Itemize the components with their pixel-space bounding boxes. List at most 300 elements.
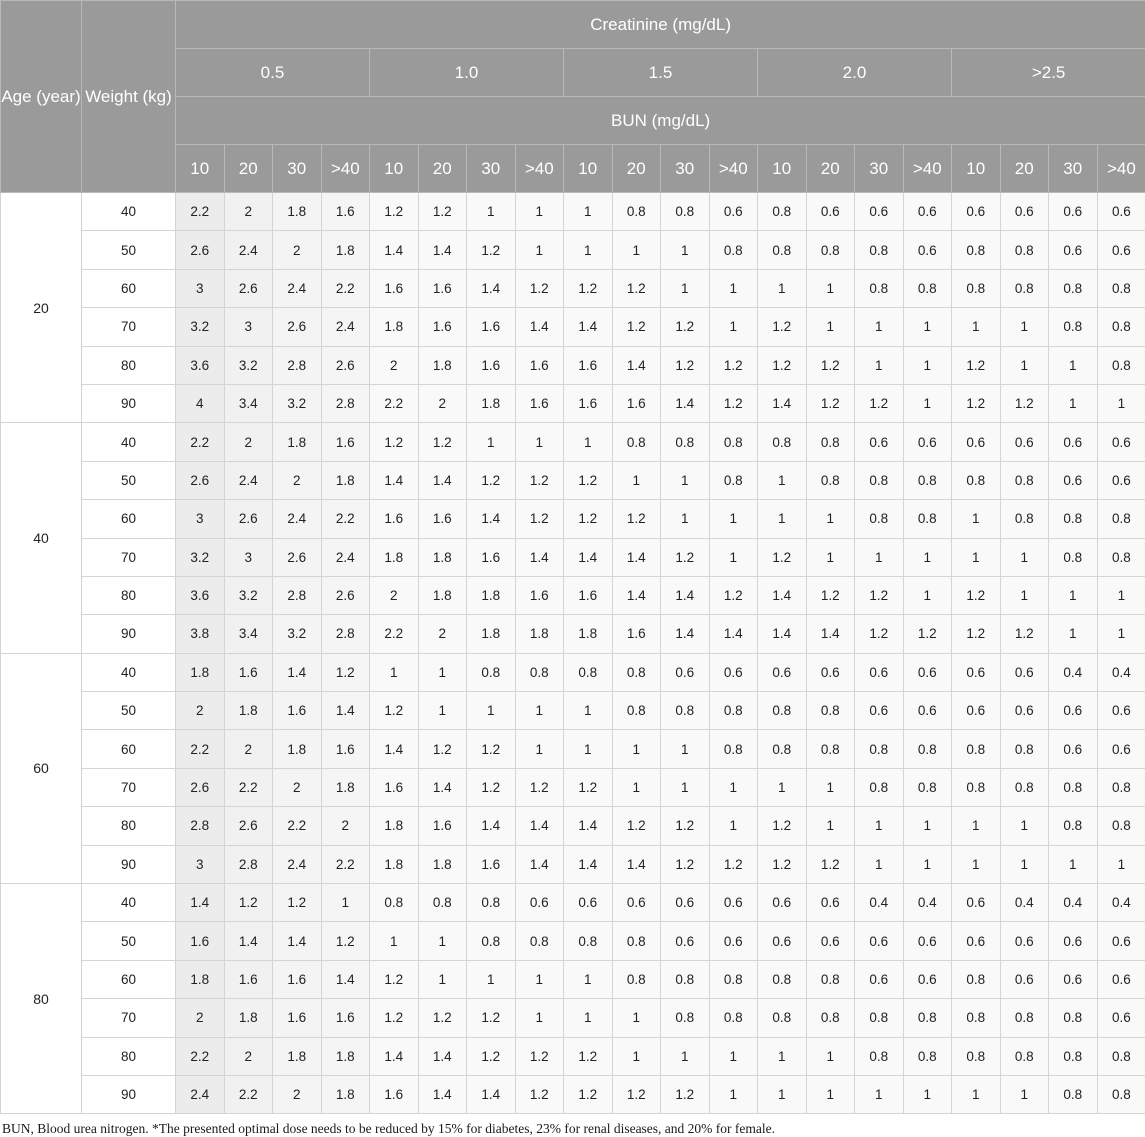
dose-cell: 0.8 xyxy=(855,1037,904,1075)
dose-cell: 0.8 xyxy=(903,461,952,499)
dose-cell: 1.4 xyxy=(418,231,467,269)
dose-cell: 0.8 xyxy=(758,423,807,461)
dose-cell: 1.2 xyxy=(952,615,1001,653)
dose-cell: 1 xyxy=(564,193,613,231)
dose-cell: 2.6 xyxy=(176,461,225,499)
dose-cell: 1.4 xyxy=(758,384,807,422)
dose-cell: 1.2 xyxy=(321,922,370,960)
dose-cell: 1.4 xyxy=(612,576,661,614)
dose-cell: 1 xyxy=(952,308,1001,346)
dose-cell: 1 xyxy=(564,692,613,730)
age-cell: 80 xyxy=(1,884,82,1114)
dose-cell: 1.4 xyxy=(273,922,322,960)
dose-cell: 1.6 xyxy=(612,384,661,422)
weight-cell: 50 xyxy=(82,231,176,269)
table-row xyxy=(1,346,1145,384)
dose-cell: 0.8 xyxy=(612,922,661,960)
dose-cell: 0.8 xyxy=(709,730,758,768)
dose-cell: 1.8 xyxy=(176,960,225,998)
dose-cell: 0.8 xyxy=(1049,269,1098,307)
dose-cell: 1 xyxy=(903,308,952,346)
dose-cell: 0.4 xyxy=(1097,884,1145,922)
dose-cell: 1 xyxy=(855,346,904,384)
bun-level-header: 10 xyxy=(758,145,807,193)
dose-cell: 1.8 xyxy=(321,1075,370,1113)
dose-cell: 1 xyxy=(1049,615,1098,653)
dose-cell: 1 xyxy=(709,768,758,806)
dose-cell: 1.2 xyxy=(612,269,661,307)
dose-cell: 0.8 xyxy=(952,768,1001,806)
dose-cell: 2 xyxy=(321,807,370,845)
dose-cell: 1.2 xyxy=(370,193,419,231)
dose-cell: 0.6 xyxy=(1097,960,1145,998)
dose-cell: 0.6 xyxy=(903,922,952,960)
dose-cell: 0.8 xyxy=(370,884,419,922)
dose-cell: 2 xyxy=(273,231,322,269)
dose-cell: 0.6 xyxy=(1049,461,1098,499)
dose-cell: 0.6 xyxy=(1097,999,1145,1037)
dose-cell: 0.6 xyxy=(1000,692,1049,730)
dose-cell: 0.4 xyxy=(1049,653,1098,691)
dose-cell: 1.2 xyxy=(467,1037,516,1075)
dose-cell: 1.8 xyxy=(273,193,322,231)
dose-cell: 0.4 xyxy=(855,884,904,922)
dose-cell: 1.8 xyxy=(224,999,273,1037)
dose-cell: 1 xyxy=(661,461,710,499)
dose-cell: 0.6 xyxy=(661,653,710,691)
dose-cell: 2.6 xyxy=(176,231,225,269)
weight-cell: 80 xyxy=(82,1037,176,1075)
dose-cell: 1.6 xyxy=(467,538,516,576)
dose-cell: 1 xyxy=(903,807,952,845)
dose-cell: 2.6 xyxy=(273,308,322,346)
dose-cell: 1 xyxy=(806,538,855,576)
dose-cell: 1.6 xyxy=(612,615,661,653)
dose-cell: 1 xyxy=(758,1037,807,1075)
dose-cell: 1.8 xyxy=(418,538,467,576)
dose-cell: 1.2 xyxy=(467,461,516,499)
dose-cell: 1 xyxy=(903,845,952,883)
dose-cell: 1 xyxy=(467,423,516,461)
dose-cell: 1.8 xyxy=(418,845,467,883)
dose-cell: 0.6 xyxy=(952,922,1001,960)
dose-cell: 1.2 xyxy=(758,346,807,384)
dose-cell: 1.4 xyxy=(321,960,370,998)
dose-cell: 0.6 xyxy=(806,884,855,922)
dose-cell: 1 xyxy=(612,768,661,806)
creatinine-level-header: 0.5 xyxy=(176,49,370,97)
dose-cell: 1 xyxy=(515,692,564,730)
dose-cell: 1.2 xyxy=(564,768,613,806)
bun-level-header: >40 xyxy=(321,145,370,193)
dose-cell: 1 xyxy=(806,768,855,806)
bun-level-header: >40 xyxy=(903,145,952,193)
bun-level-header: 20 xyxy=(1000,145,1049,193)
dose-cell: 0.8 xyxy=(1097,1037,1145,1075)
dose-cell: 1.4 xyxy=(564,845,613,883)
dose-cell: 1.2 xyxy=(564,1075,613,1113)
dose-cell: 1.4 xyxy=(467,500,516,538)
dose-cell: 0.6 xyxy=(1049,423,1098,461)
dose-cell: 0.8 xyxy=(1097,269,1145,307)
dose-cell: 0.8 xyxy=(758,999,807,1037)
dose-cell: 0.6 xyxy=(612,884,661,922)
bun-group-header: BUN (mg/dL) xyxy=(176,97,1145,145)
dose-cell: 0.6 xyxy=(1097,231,1145,269)
dose-cell: 0.8 xyxy=(1097,308,1145,346)
dose-cell: 1.2 xyxy=(661,845,710,883)
dose-cell: 0.8 xyxy=(1097,807,1145,845)
table-row xyxy=(1,461,1145,499)
dose-cell: 1.8 xyxy=(467,384,516,422)
dose-cell: 2 xyxy=(370,576,419,614)
dose-cell: 1.2 xyxy=(855,615,904,653)
dose-cell: 0.8 xyxy=(1049,500,1098,538)
dose-cell: 0.8 xyxy=(709,692,758,730)
dose-cell: 1.8 xyxy=(224,692,273,730)
dose-cell: 0.6 xyxy=(709,193,758,231)
dose-cell: 1.2 xyxy=(467,730,516,768)
dose-cell: 2 xyxy=(176,999,225,1037)
dose-cell: 1.2 xyxy=(612,1075,661,1113)
dose-cell: 0.8 xyxy=(903,500,952,538)
dose-cell: 0.6 xyxy=(1097,423,1145,461)
dose-cell: 1 xyxy=(903,538,952,576)
dose-cell: 1 xyxy=(806,1075,855,1113)
dose-cell: 1.4 xyxy=(418,461,467,499)
weight-cell: 70 xyxy=(82,538,176,576)
dose-cell: 0.8 xyxy=(806,999,855,1037)
dose-cell: 1 xyxy=(903,346,952,384)
table-row xyxy=(1,807,1145,845)
dose-cell: 1.2 xyxy=(855,384,904,422)
dose-cell: 0.8 xyxy=(661,692,710,730)
dose-cell: 1 xyxy=(1000,845,1049,883)
dose-cell: 1 xyxy=(709,308,758,346)
dose-cell: 1.2 xyxy=(370,423,419,461)
dose-cell: 1.4 xyxy=(224,922,273,960)
dose-cell: 1 xyxy=(1000,1075,1049,1113)
dose-cell: 1 xyxy=(709,807,758,845)
dose-cell: 1.2 xyxy=(612,500,661,538)
dose-cell: 0.8 xyxy=(709,231,758,269)
table-row xyxy=(1,922,1145,960)
weight-cell: 50 xyxy=(82,692,176,730)
dose-cell: 1 xyxy=(1097,384,1145,422)
age-cell: 20 xyxy=(1,193,82,423)
dose-cell: 3.4 xyxy=(224,384,273,422)
dose-cell: 0.6 xyxy=(661,922,710,960)
table-row xyxy=(1,845,1145,883)
dose-cell: 0.6 xyxy=(806,922,855,960)
dose-cell: 1.2 xyxy=(661,308,710,346)
dose-cell: 1.2 xyxy=(1000,384,1049,422)
dose-cell: 0.8 xyxy=(1049,999,1098,1037)
dose-cell: 1 xyxy=(709,269,758,307)
dose-cell: 1 xyxy=(564,423,613,461)
dose-cell: 2.2 xyxy=(273,807,322,845)
dose-cell: 1.2 xyxy=(709,346,758,384)
dose-cell: 2.2 xyxy=(370,384,419,422)
dose-cell: 2.2 xyxy=(321,269,370,307)
dose-cell: 1.8 xyxy=(176,653,225,691)
dose-cell: 1.2 xyxy=(758,845,807,883)
weight-cell: 90 xyxy=(82,384,176,422)
table-row xyxy=(1,500,1145,538)
table-row xyxy=(1,960,1145,998)
dose-cell: 2 xyxy=(273,768,322,806)
dose-cell: 2.2 xyxy=(176,423,225,461)
dose-cell: 0.8 xyxy=(855,231,904,269)
dose-cell: 0.8 xyxy=(1097,500,1145,538)
dose-cell: 0.8 xyxy=(855,269,904,307)
bun-level-header: 10 xyxy=(952,145,1001,193)
weight-cell: 40 xyxy=(82,423,176,461)
dose-cell: 1.2 xyxy=(515,768,564,806)
dose-cell: 0.8 xyxy=(612,423,661,461)
dose-cell: 2.2 xyxy=(321,845,370,883)
dose-cell: 1.6 xyxy=(224,960,273,998)
dose-cell: 0.6 xyxy=(903,960,952,998)
dose-cell: 0.8 xyxy=(855,730,904,768)
dose-cell: 0.6 xyxy=(1049,960,1098,998)
dose-cell: 1.8 xyxy=(467,615,516,653)
dose-cell: 1.8 xyxy=(273,1037,322,1075)
dose-cell: 1.8 xyxy=(564,615,613,653)
dose-cell: 1.4 xyxy=(515,807,564,845)
dose-cell: 1.6 xyxy=(321,193,370,231)
dose-cell: 1.8 xyxy=(370,538,419,576)
dose-cell: 3 xyxy=(176,845,225,883)
dose-cell: 1.4 xyxy=(515,308,564,346)
weight-cell: 40 xyxy=(82,884,176,922)
dose-cell: 1 xyxy=(370,922,419,960)
dose-cell: 1.4 xyxy=(564,308,613,346)
dose-cell: 0.8 xyxy=(855,999,904,1037)
dose-cell: 0.8 xyxy=(1049,538,1098,576)
dose-cell: 1.2 xyxy=(418,999,467,1037)
dose-cell: 1 xyxy=(515,999,564,1037)
dose-cell: 1 xyxy=(1097,576,1145,614)
bun-level-header: 20 xyxy=(224,145,273,193)
dose-cell: 2.8 xyxy=(321,615,370,653)
dose-cell: 1 xyxy=(806,269,855,307)
bun-level-header: >40 xyxy=(515,145,564,193)
dose-cell: 1.4 xyxy=(370,231,419,269)
dose-cell: 1.6 xyxy=(370,1075,419,1113)
weight-cell: 70 xyxy=(82,308,176,346)
dose-cell: 0.6 xyxy=(1097,461,1145,499)
dose-cell: 1.6 xyxy=(515,384,564,422)
dose-cell: 1.4 xyxy=(612,845,661,883)
dose-cell: 1.4 xyxy=(758,615,807,653)
dose-cell: 1.4 xyxy=(273,653,322,691)
dose-cell: 0.8 xyxy=(467,653,516,691)
dose-cell: 2.8 xyxy=(176,807,225,845)
dose-cell: 1.2 xyxy=(661,807,710,845)
dose-cell: 1.4 xyxy=(806,615,855,653)
dose-cell: 0.6 xyxy=(709,653,758,691)
dose-cell: 1.6 xyxy=(467,346,516,384)
creatinine-level-header: 1.5 xyxy=(564,49,758,97)
dose-cell: 1 xyxy=(709,500,758,538)
dose-cell: 0.8 xyxy=(903,768,952,806)
dose-cell: 1.4 xyxy=(709,615,758,653)
weight-cell: 40 xyxy=(82,653,176,691)
dose-cell: 0.8 xyxy=(661,960,710,998)
weight-cell: 90 xyxy=(82,845,176,883)
age-cell: 40 xyxy=(1,423,82,653)
dose-cell: 1.8 xyxy=(321,1037,370,1075)
dose-cell: 1 xyxy=(1049,384,1098,422)
dose-cell: 0.6 xyxy=(952,653,1001,691)
dose-cell: 0.8 xyxy=(515,653,564,691)
dose-cell: 1.4 xyxy=(467,807,516,845)
dose-cell: 1.6 xyxy=(224,653,273,691)
dose-cell: 2.2 xyxy=(176,1037,225,1075)
dose-cell: 1.2 xyxy=(952,576,1001,614)
dose-cell: 1.2 xyxy=(612,308,661,346)
dose-cell: 3.2 xyxy=(273,615,322,653)
dose-cell: 0.8 xyxy=(758,231,807,269)
dose-cell: 1 xyxy=(1049,845,1098,883)
dose-cell: 0.8 xyxy=(564,653,613,691)
dose-cell: 1 xyxy=(515,960,564,998)
dose-cell: 1.6 xyxy=(564,384,613,422)
dose-cell: 1.8 xyxy=(418,576,467,614)
dose-cell: 1.8 xyxy=(273,730,322,768)
dose-cell: 2.4 xyxy=(321,308,370,346)
weight-cell: 80 xyxy=(82,346,176,384)
dose-cell: 0.8 xyxy=(952,999,1001,1037)
dose-cell: 1 xyxy=(661,269,710,307)
dose-cell: 1.2 xyxy=(515,461,564,499)
weight-cell: 80 xyxy=(82,576,176,614)
dose-cell: 1.2 xyxy=(952,346,1001,384)
dose-cell: 1.2 xyxy=(1000,615,1049,653)
dose-cell: 1 xyxy=(709,538,758,576)
dose-cell: 1.4 xyxy=(467,1075,516,1113)
dose-cell: 0.6 xyxy=(903,193,952,231)
dose-cell: 1.8 xyxy=(370,845,419,883)
dose-cell: 1.2 xyxy=(709,384,758,422)
dose-cell: 0.4 xyxy=(903,884,952,922)
dose-cell: 0.6 xyxy=(1097,730,1145,768)
dose-cell: 0.6 xyxy=(515,884,564,922)
table-row xyxy=(1,1037,1145,1075)
dose-cell: 1 xyxy=(661,768,710,806)
dose-cell: 1.4 xyxy=(321,692,370,730)
dose-cell: 0.8 xyxy=(952,1037,1001,1075)
dose-cell: 3.4 xyxy=(224,615,273,653)
dose-cell: 2.8 xyxy=(224,845,273,883)
table-row xyxy=(1,999,1145,1037)
dose-cell: 2.2 xyxy=(176,193,225,231)
dose-cell: 2.6 xyxy=(176,768,225,806)
dose-cell: 1.6 xyxy=(273,999,322,1037)
dose-cell: 1.8 xyxy=(321,231,370,269)
dose-cell: 1.8 xyxy=(467,576,516,614)
dose-cell: 0.8 xyxy=(1000,461,1049,499)
dose-cell: 0.8 xyxy=(709,461,758,499)
dose-cell: 1.6 xyxy=(321,730,370,768)
weight-cell: 70 xyxy=(82,999,176,1037)
dose-cell: 1 xyxy=(612,231,661,269)
dose-cell: 0.6 xyxy=(855,922,904,960)
bun-level-header: >40 xyxy=(709,145,758,193)
dose-cell: 0.8 xyxy=(709,999,758,1037)
dose-cell: 1 xyxy=(855,538,904,576)
dose-cell: 0.8 xyxy=(612,653,661,691)
dose-cell: 0.6 xyxy=(903,653,952,691)
dose-cell: 1.2 xyxy=(370,999,419,1037)
dose-cell: 1 xyxy=(1049,576,1098,614)
weight-cell: 70 xyxy=(82,768,176,806)
dose-cell: 1 xyxy=(612,461,661,499)
dose-cell: 0.6 xyxy=(1049,231,1098,269)
dose-cell: 2.2 xyxy=(370,615,419,653)
dose-cell: 1 xyxy=(806,1037,855,1075)
dose-cell: 0.4 xyxy=(1000,884,1049,922)
dose-cell: 0.6 xyxy=(855,653,904,691)
dose-cell: 0.6 xyxy=(661,884,710,922)
dose-cell: 0.6 xyxy=(855,692,904,730)
dose-cell: 2.6 xyxy=(321,576,370,614)
dose-cell: 0.6 xyxy=(709,884,758,922)
weight-cell: 50 xyxy=(82,922,176,960)
dose-cell: 1.6 xyxy=(370,768,419,806)
dose-cell: 1 xyxy=(321,884,370,922)
dose-cell: 0.6 xyxy=(806,193,855,231)
dose-cell: 1 xyxy=(418,692,467,730)
dose-cell: 0.8 xyxy=(1049,1037,1098,1075)
dose-cell: 1 xyxy=(467,692,516,730)
dose-cell: 1 xyxy=(903,1075,952,1113)
dose-cell: 1.4 xyxy=(515,538,564,576)
creatinine-level-header: 1.0 xyxy=(370,49,564,97)
table-row xyxy=(1,615,1145,653)
dose-cell: 0.6 xyxy=(903,692,952,730)
table-row xyxy=(1,692,1145,730)
dose-cell: 1.2 xyxy=(418,730,467,768)
dose-cell: 2.6 xyxy=(321,346,370,384)
dose-cell: 1 xyxy=(612,999,661,1037)
dose-cell: 1 xyxy=(855,807,904,845)
dose-cell: 0.8 xyxy=(612,193,661,231)
dose-cell: 0.8 xyxy=(709,960,758,998)
dose-cell: 0.6 xyxy=(564,884,613,922)
dose-cell: 0.8 xyxy=(1049,807,1098,845)
dose-cell: 1.6 xyxy=(321,999,370,1037)
dose-cell: 1.2 xyxy=(321,653,370,691)
dose-cell: 1.2 xyxy=(515,1037,564,1075)
dose-cell: 0.8 xyxy=(1000,768,1049,806)
dose-cell: 0.8 xyxy=(806,423,855,461)
dose-cell: 1.4 xyxy=(176,884,225,922)
table-row xyxy=(1,231,1145,269)
dose-cell: 1.4 xyxy=(370,461,419,499)
bun-level-header: 20 xyxy=(418,145,467,193)
dose-cell: 1 xyxy=(952,807,1001,845)
dose-cell: 1.2 xyxy=(564,461,613,499)
dose-cell: 2.8 xyxy=(321,384,370,422)
dose-cell: 1.2 xyxy=(224,884,273,922)
dose-cell: 2 xyxy=(224,423,273,461)
dose-cell: 3.2 xyxy=(273,384,322,422)
dose-cell: 0.8 xyxy=(709,423,758,461)
bun-level-header: 10 xyxy=(564,145,613,193)
dose-cell: 1.8 xyxy=(418,346,467,384)
